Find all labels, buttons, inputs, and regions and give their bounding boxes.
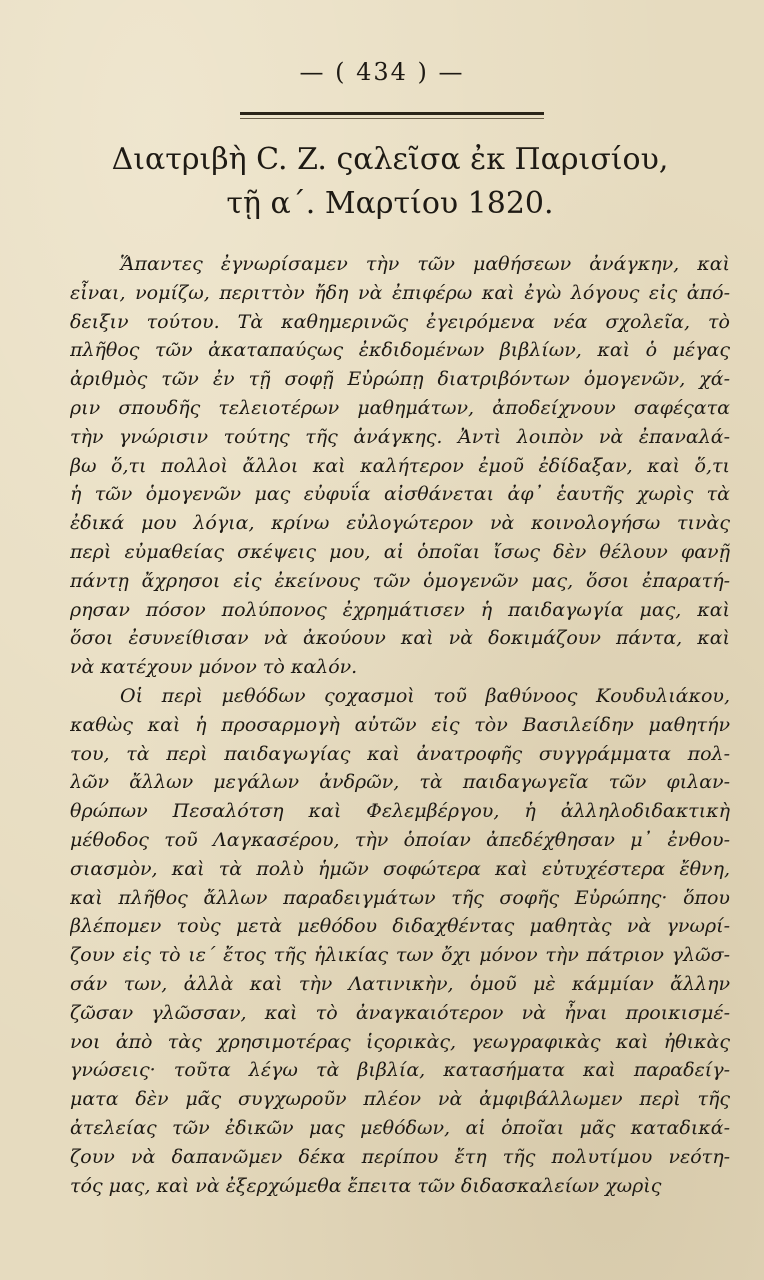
text-line: Ἅπαντες ἐγνωρίσαμεν τὴν τῶν μαθήσεων ἀνάγκην, καὶ bbox=[120, 253, 730, 275]
text-line: ἐδικά μου λόγια, κρίνω εὐλογώτερον νὰ κοινολογήσω τινὰς bbox=[70, 512, 730, 535]
text-line: εἶναι, νομίζω, περιττὸν ἤδη νὰ ἐπιφέρω καὶ ἐγὼ λόγους εἰς ἀπό- bbox=[70, 281, 730, 304]
text-line: ἀριθμὸς τῶν ἐν τῇ σοφῇ Εὐρώπῃ διατριβόντων ὁμογενῶν, χά- bbox=[70, 368, 730, 391]
text-line: νὰ κατέχουν μόνον τὸ καλόν. bbox=[70, 656, 358, 679]
text-line: τός μας, καὶ νὰ ἐξερχώμεθα ἔπειτα τῶν διδασκαλείων χωρὶς bbox=[70, 1174, 662, 1197]
text-line: ρησαν πόσον πολύπονος ἐχρημάτισεν ἡ παιδαγωγία μας, καὶ bbox=[70, 598, 730, 621]
text-line: ἀτελείας τῶν ἐδικῶν μας μεθόδων, αἱ ὁποῖαι μᾶς καταδικά- bbox=[70, 1116, 730, 1139]
paragraph-1 bbox=[70, 250, 730, 682]
title-line-2: τῇ α΄. Μαρτίου 1820. bbox=[226, 186, 554, 221]
paragraph-2 bbox=[70, 682, 730, 1200]
text-line: βω ὅ,τι πολλοὶ ἄλλοι καὶ καλήτερον ἐμοῦ ἐδίδαξαν, καὶ ὅ,τι bbox=[70, 454, 730, 477]
text-line: σιασμὸν, καὶ τὰ πολὺ ἡμῶν σοφώτερα καὶ εὐτυχέστερα ἔθνη, bbox=[70, 857, 730, 880]
text-line: πλῆθος τῶν ἀκαταπαύςως ἐκδιδομένων βιβλίων, καὶ ὁ μέγας bbox=[70, 339, 730, 362]
text-line: βλέπομεν τοὺς μετὰ μεθόδου διδαχθέντας μαθητὰς νὰ γνωρί- bbox=[70, 915, 730, 938]
text-line: τὴν γνώρισιν τούτης τῆς ἀνάγκης. Ἀντὶ λοιπὸν νὰ ἐπαναλά- bbox=[70, 425, 730, 448]
text-line: θρώπων Πεσαλότση καὶ Φελεμβέργου, ἡ ἀλληλοδιδακτικὴ bbox=[70, 800, 730, 823]
text-line: ὅσοι ἐσυνείθισαν νὰ ἀκούουν καὶ νὰ δοκιμάζουν πάντα, καὶ bbox=[70, 627, 730, 650]
text-line: Οἱ περὶ μεθόδων ςοχασμοὶ τοῦ βαθύνοος Κουδυλιάκου, bbox=[120, 684, 730, 707]
article-body bbox=[70, 250, 730, 1200]
text-line: γνώσεις· τοῦτα λέγω τὰ βιβλία, κατασήματα καὶ παραδείγ- bbox=[70, 1059, 730, 1082]
text-line: πάντῃ ἄχρησοι εἰς ἐκείνους τῶν ὁμογενῶν μας, ὅσοι ἐπαρατή- bbox=[70, 569, 730, 592]
text-line: λῶν ἄλλων μεγάλων ἀνδρῶν, τὰ παιδαγωγεῖα τῶν φιλαν- bbox=[70, 771, 730, 794]
text-line: καὶ πλῆθος ἄλλων παραδειγμάτων τῆς σοφῆς Εὐρώπης· ὅπου bbox=[70, 886, 730, 909]
title-line-1: Διατριβὴ C. Z. ςαλεῖσα ἐκ Παρισίου, bbox=[111, 142, 669, 177]
text-line: νοι ἀπὸ τὰς χρησιμοτέρας ἱςορικὰς, γεωγραφικὰς καὶ ἠθικὰς bbox=[70, 1030, 730, 1053]
article-title bbox=[40, 138, 740, 226]
text-line: ριν σπουδῆς τελειοτέρων μαθημάτων, ἀποδείχνουν σαφέςατα bbox=[70, 396, 730, 419]
text-line: ζῶσαν γλῶσσαν, καὶ τὸ ἀναγκαιότερον νὰ ἦναι προικισμέ- bbox=[70, 1001, 730, 1024]
text-line: περὶ εὐμαθείας σκέψεις μου, αἱ ὁποῖαι ἴσως δὲν θέλουν φανῇ bbox=[70, 540, 730, 563]
text-line: δειξιν τούτου. Τὰ καθημερινῶς ἐγειρόμενα νέα σχολεῖα, τὸ bbox=[70, 310, 730, 333]
title-rule-thin bbox=[240, 118, 544, 119]
text-line: καθὼς καὶ ἡ προσαρμογὴ αὐτῶν εἰς τὸν Βασιλείδην μαθητήν bbox=[70, 713, 730, 736]
text-line: ἡ τῶν ὁμογενῶν μας εὐφυΐα αἰσθάνεται ἀφ᾽ ἑαυτῆς χωρὶς τὰ bbox=[70, 483, 730, 506]
text-line: μέθοδος τοῦ Λαγκασέρου, τὴν ὁποίαν ἀπεδέχθησαν μ᾽ ἐνθου- bbox=[70, 828, 730, 851]
text-line: του, τὰ περὶ παιδαγωγίας καὶ ἀνατροφῆς συγγράμματα πολ- bbox=[70, 742, 730, 765]
page-number: — ( 434 ) — bbox=[299, 58, 465, 86]
title-rule bbox=[240, 112, 544, 115]
text-line: ζουν νὰ δαπανῶμεν δέκα περίπου ἔτη τῆς πολυτίμου νεότη- bbox=[70, 1145, 730, 1168]
text-line: σάν των, ἀλλὰ καὶ τὴν Λατινικὴν, ὁμοῦ μὲ κάμμίαν ἄλλην bbox=[70, 972, 730, 995]
text-line: ματα δὲν μᾶς συγχωροῦν πλέον νὰ ἀμφιβάλλωμεν περὶ τῆς bbox=[70, 1088, 730, 1111]
text-line: ζουν εἰς τὸ ιε΄ ἔτος τῆς ἡλικίας των ὄχι μόνον τὴν πάτριον γλῶσ- bbox=[70, 944, 730, 967]
